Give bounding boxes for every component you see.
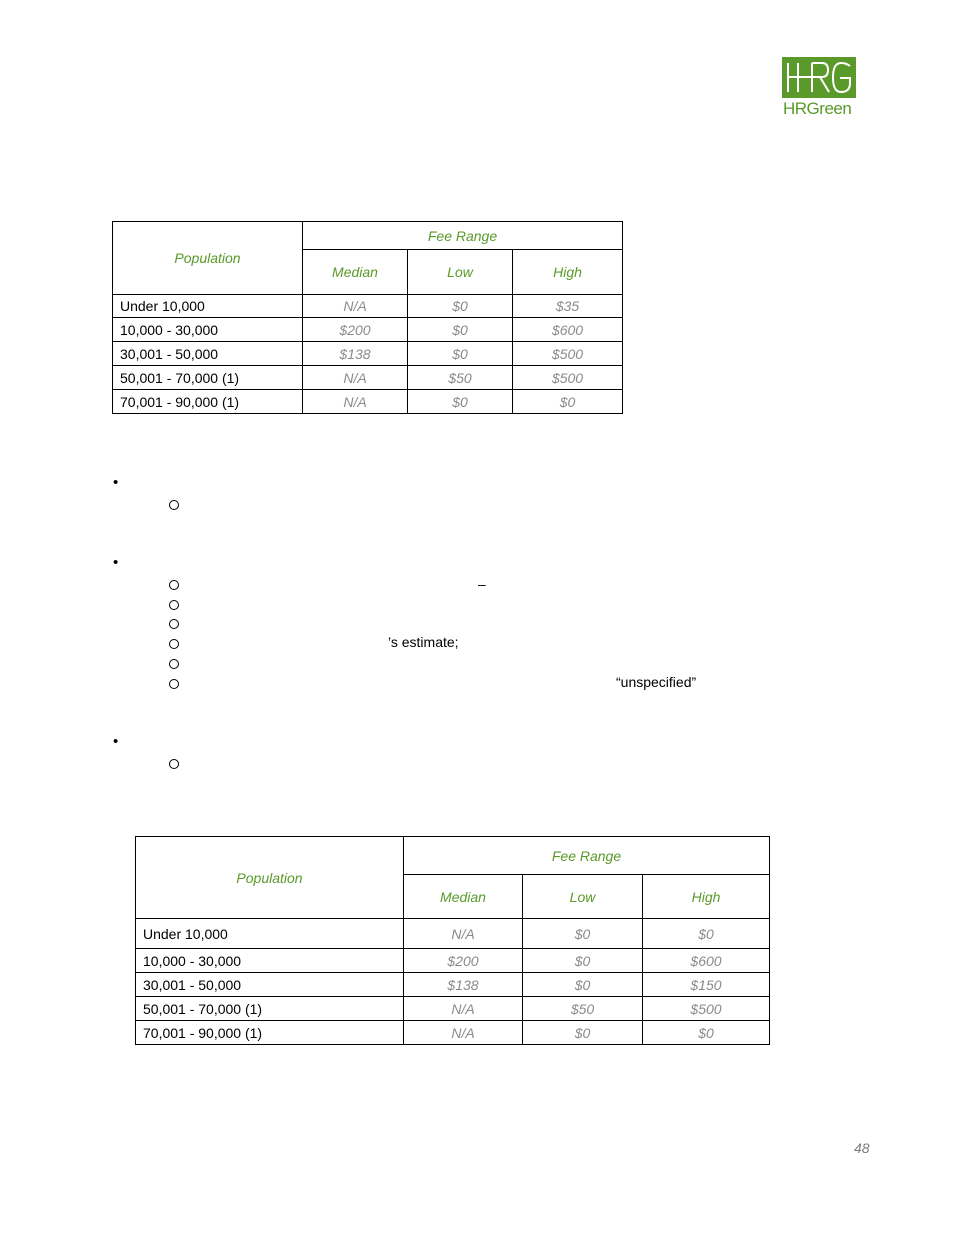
cell-population: Under 10,000 <box>113 295 303 318</box>
dash-fragment: – <box>478 576 486 592</box>
cell-median: $138 <box>303 342 408 366</box>
sub-bullet-circle <box>169 619 179 629</box>
header-high: High <box>513 250 623 295</box>
cell-median: N/A <box>404 997 523 1021</box>
cell-low: $0 <box>523 973 643 997</box>
hrg-logo-mark <box>782 57 856 98</box>
header-fee-range: Fee Range <box>303 222 623 250</box>
hrgreen-logo <box>782 57 858 118</box>
bullet-dot: • <box>113 733 119 750</box>
fee-range-table-2 <box>135 836 770 1045</box>
cell-low: $50 <box>408 366 513 390</box>
cell-population: Under 10,000 <box>136 919 404 949</box>
sub-bullet-circle <box>169 600 179 610</box>
table-row <box>113 390 623 414</box>
cell-low: $0 <box>408 390 513 414</box>
cell-low: $0 <box>408 342 513 366</box>
cell-high: $150 <box>643 973 770 997</box>
cell-median: $200 <box>404 949 523 973</box>
logo-text: HRGreen <box>783 99 852 118</box>
header-population: Population <box>113 222 303 295</box>
sub-bullet-circle <box>169 659 179 669</box>
cell-median: N/A <box>404 1021 523 1045</box>
table-row <box>113 318 623 342</box>
sub-bullet-circle <box>169 639 179 649</box>
cell-median: N/A <box>303 366 408 390</box>
page-number: 48 <box>854 1140 870 1156</box>
cell-low: $0 <box>523 1021 643 1045</box>
cell-high: $600 <box>643 949 770 973</box>
bullet-dot: • <box>113 474 119 491</box>
cell-high: $0 <box>513 390 623 414</box>
cell-high: $500 <box>513 342 623 366</box>
cell-median: N/A <box>303 295 408 318</box>
cell-median: $138 <box>404 973 523 997</box>
cell-low: $0 <box>523 949 643 973</box>
cell-population: 70,001 - 90,000 (1) <box>136 1021 404 1045</box>
cell-low: $0 <box>408 318 513 342</box>
header-median: Median <box>303 250 408 295</box>
header-low: Low <box>408 250 513 295</box>
table-row <box>113 342 623 366</box>
table-row <box>113 366 623 390</box>
cell-high: $600 <box>513 318 623 342</box>
cell-high: $500 <box>513 366 623 390</box>
header-fee-range: Fee Range <box>404 837 770 875</box>
cell-low: $0 <box>523 919 643 949</box>
cell-median: $200 <box>303 318 408 342</box>
cell-high: $500 <box>643 997 770 1021</box>
table-row <box>136 997 770 1021</box>
cell-median: N/A <box>303 390 408 414</box>
table-row <box>136 1021 770 1045</box>
cell-population: 10,000 - 30,000 <box>136 949 404 973</box>
sub-bullet-circle <box>169 580 179 590</box>
cell-population: 10,000 - 30,000 <box>113 318 303 342</box>
header-median: Median <box>404 875 523 919</box>
table-row <box>113 295 623 318</box>
sub-bullet-circle <box>169 679 179 689</box>
cell-population: 50,001 - 70,000 (1) <box>136 997 404 1021</box>
unspecified-fragment: “unspecified” <box>616 674 697 690</box>
cell-population: 50,001 - 70,000 (1) <box>113 366 303 390</box>
cell-population: 70,001 - 90,000 (1) <box>113 390 303 414</box>
header-low: Low <box>523 875 643 919</box>
cell-low: $50 <box>523 997 643 1021</box>
cell-high: $0 <box>643 1021 770 1045</box>
sub-bullet-circle <box>169 759 179 769</box>
cell-median: N/A <box>404 919 523 949</box>
cell-high: $35 <box>513 295 623 318</box>
table-row <box>136 919 770 949</box>
header-high: High <box>643 875 770 919</box>
estimate-fragment: ’s estimate; <box>388 634 459 650</box>
table-row <box>136 949 770 973</box>
header-population: Population <box>136 837 404 919</box>
table-row <box>136 973 770 997</box>
cell-low: $0 <box>408 295 513 318</box>
bullet-dot: • <box>113 554 119 571</box>
cell-population: 30,001 - 50,000 <box>136 973 404 997</box>
fee-range-table-1 <box>112 221 623 414</box>
sub-bullet-circle <box>169 500 179 510</box>
cell-population: 30,001 - 50,000 <box>113 342 303 366</box>
cell-high: $0 <box>643 919 770 949</box>
